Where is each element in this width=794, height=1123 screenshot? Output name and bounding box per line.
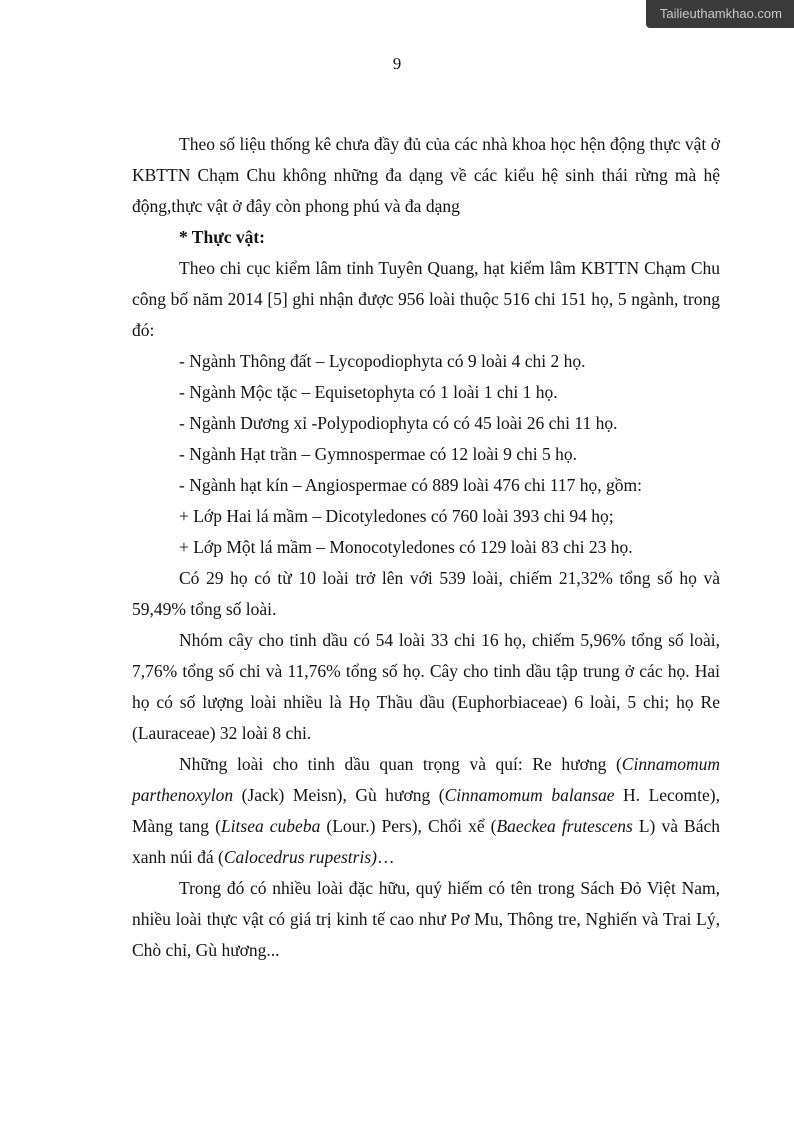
watermark-badge [646, 0, 794, 28]
text-run: Theo chi cục kiểm lâm tỉnh Tuyên Quang, hạt kiểm lâm KBTTN Chạm Chu công bố năm 2014 [5] ghi nhận được 956 loài thuộc 516 chi 151 họ, 5 ngành, trong đó: [132, 258, 720, 340]
text-run: * Thực vật: [179, 227, 266, 247]
text-run: Nhóm cây cho tinh dầu có 54 loài 33 chi 16 họ, chiếm 5,96% tổng số loài, 7,76% tổng số chi và 11,76% tổng số họ. Cây cho tinh dầu tập trung ở các họ. Hai họ có số lượng loài nhiều là Họ Thầu dầu (Euphorbiaceae) 6 loài, 5 chi; họ Re (Lauraceae) 32 loài 8 chi. [132, 630, 720, 743]
species-name: Cinnamomum parthenoxylon [132, 754, 720, 805]
text-run: - Ngành hạt kín – Angiospermae có 889 loài 476 chi 117 họ, gồm: [179, 475, 643, 495]
page-number: 9 [392, 54, 402, 73]
list-item [132, 470, 720, 501]
text-run: Theo số liệu thống kê chưa đầy đủ của các nhà khoa học hện động thực vật ở KBTTN Chạm Chu không những đa dạng về các kiểu hệ sinh thái rừng mà hệ động,thực vật ở đây còn phong phú và đa dạng [132, 134, 720, 216]
list-item [132, 408, 720, 439]
text-run: (Lour.) Pers), Chổi xể ( [320, 816, 497, 836]
text-run: (Jack) Meisn), Gù hương ( [233, 785, 445, 805]
text-run: … [376, 847, 395, 867]
list-item [132, 346, 720, 377]
watermark-text: Tailieuthamkhao.com [659, 6, 782, 21]
paragraph [132, 563, 720, 625]
paragraph [132, 129, 720, 222]
list-item [132, 439, 720, 470]
text-run: H. Lecomte), Màng tang ( [132, 785, 721, 836]
text-run: - Ngành Hạt trần – Gymnospermae có 12 loài 9 chi 5 họ. [179, 444, 578, 464]
page-content [132, 129, 720, 966]
species-name: Baeckea frutescens [496, 816, 633, 836]
species-name: Cinnamomum balansae [444, 785, 615, 805]
text-run: + Lớp Một lá mầm – Monocotyledones có 129 loài 83 chi 23 họ. [179, 537, 633, 557]
text-run: - Ngành Dương xỉ -Polypodiophyta có có 45 loài 26 chi 11 họ. [179, 413, 618, 433]
list-item [132, 501, 720, 532]
text-run: Những loài cho tinh dầu quan trọng và quí: Re hương ( [179, 754, 622, 774]
list-item [132, 532, 720, 563]
text-run: Trong đó có nhiều loài đặc hữu, quý hiếm có tên trong Sách Đỏ Việt Nam, nhiều loài thực vật có giá trị kinh tế cao như Pơ Mu, Thông tre, Nghiến và Trai Lý, Chò chỉ, Gù hương... [132, 878, 720, 960]
list-item [132, 377, 720, 408]
text-run: + Lớp Hai lá mầm – Dicotyledones có 760 loài 393 chi 94 họ; [179, 506, 614, 526]
paragraph [132, 625, 720, 749]
species-name: Litsea cubeba [220, 816, 321, 836]
text-run: - Ngành Thông đất – Lycopodiophyta có 9 loài 4 chi 2 họ. [179, 351, 586, 371]
species-name: Calocedrus rupestris) [223, 847, 377, 867]
text-run: Có 29 họ có từ 10 loài trở lên với 539 loài, chiếm 21,32% tổng số họ và 59,49% tổng số loài. [132, 568, 720, 619]
paragraph [132, 253, 720, 346]
text-run: L) và Bách xanh núi đá ( [132, 816, 720, 867]
paragraph [132, 749, 720, 873]
text-run: - Ngành Mộc tặc – Equisetophyta có 1 loài 1 chi 1 họ. [179, 382, 558, 402]
section-heading [132, 222, 720, 253]
paragraph [132, 873, 720, 966]
